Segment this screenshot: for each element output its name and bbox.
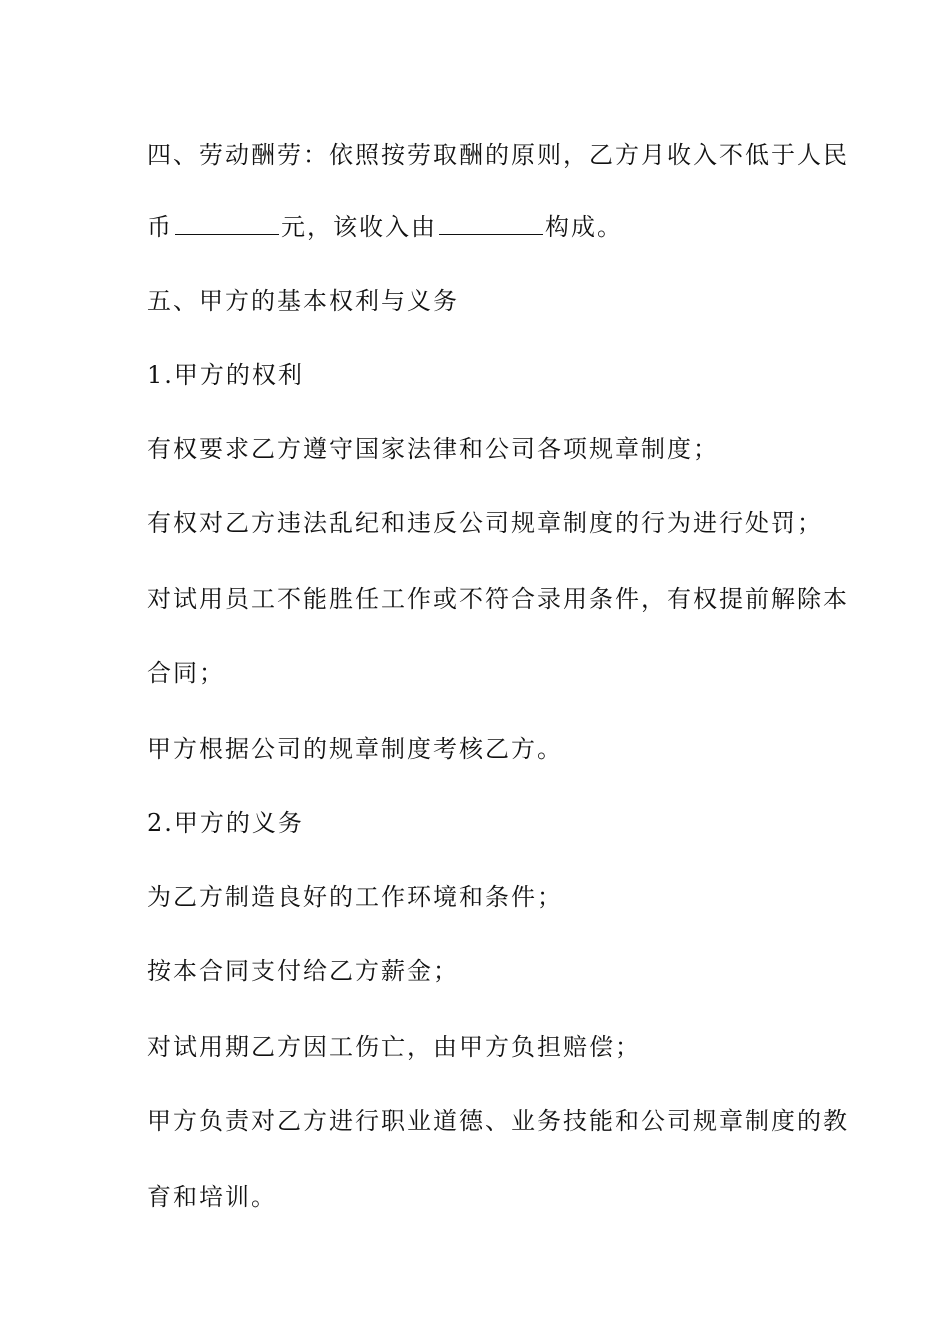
- duties-item: 甲方负责对乙方进行职业道德、业务技能和公司规章制度的教: [147, 1107, 849, 1135]
- section4-text-line2: [147, 212, 817, 242]
- duties-heading: 2.甲方的义务: [147, 809, 304, 837]
- rights-item: 甲方根据公司的规章制度考核乙方。: [147, 735, 563, 763]
- rights-item: 有权要求乙方遵守国家法律和公司各项规章制度；: [147, 435, 719, 463]
- rights-item: 对试用员工不能胜任工作或不符合录用条件，有权提前解除本: [147, 585, 849, 613]
- salary-amount-blank: [175, 214, 279, 235]
- duties-item-continuation: 育和培训。: [147, 1183, 277, 1211]
- section5-heading: 五、甲方的基本权利与义务: [147, 287, 459, 315]
- rights-item: 有权对乙方违法乱纪和违反公司规章制度的行为进行处罚；: [147, 509, 823, 537]
- rights-heading: 1.甲方的权利: [147, 361, 304, 389]
- duties-item: 为乙方制造良好的工作环境和条件；: [147, 883, 563, 911]
- currency-label: 币: [147, 213, 173, 241]
- composition-suffix: 构成。: [545, 213, 623, 241]
- income-composition-label: 元，该收入由: [281, 213, 437, 241]
- rights-item-continuation: 合同；: [147, 659, 225, 687]
- duties-item: 对试用期乙方因工伤亡，由甲方负担赔偿；: [147, 1033, 641, 1061]
- section4-text-line1: 四、劳动酬劳：依照按劳取酬的原则，乙方月收入不低于人民: [147, 141, 849, 169]
- duties-item: 按本合同支付给乙方薪金；: [147, 957, 459, 985]
- income-composition-blank: [439, 214, 543, 235]
